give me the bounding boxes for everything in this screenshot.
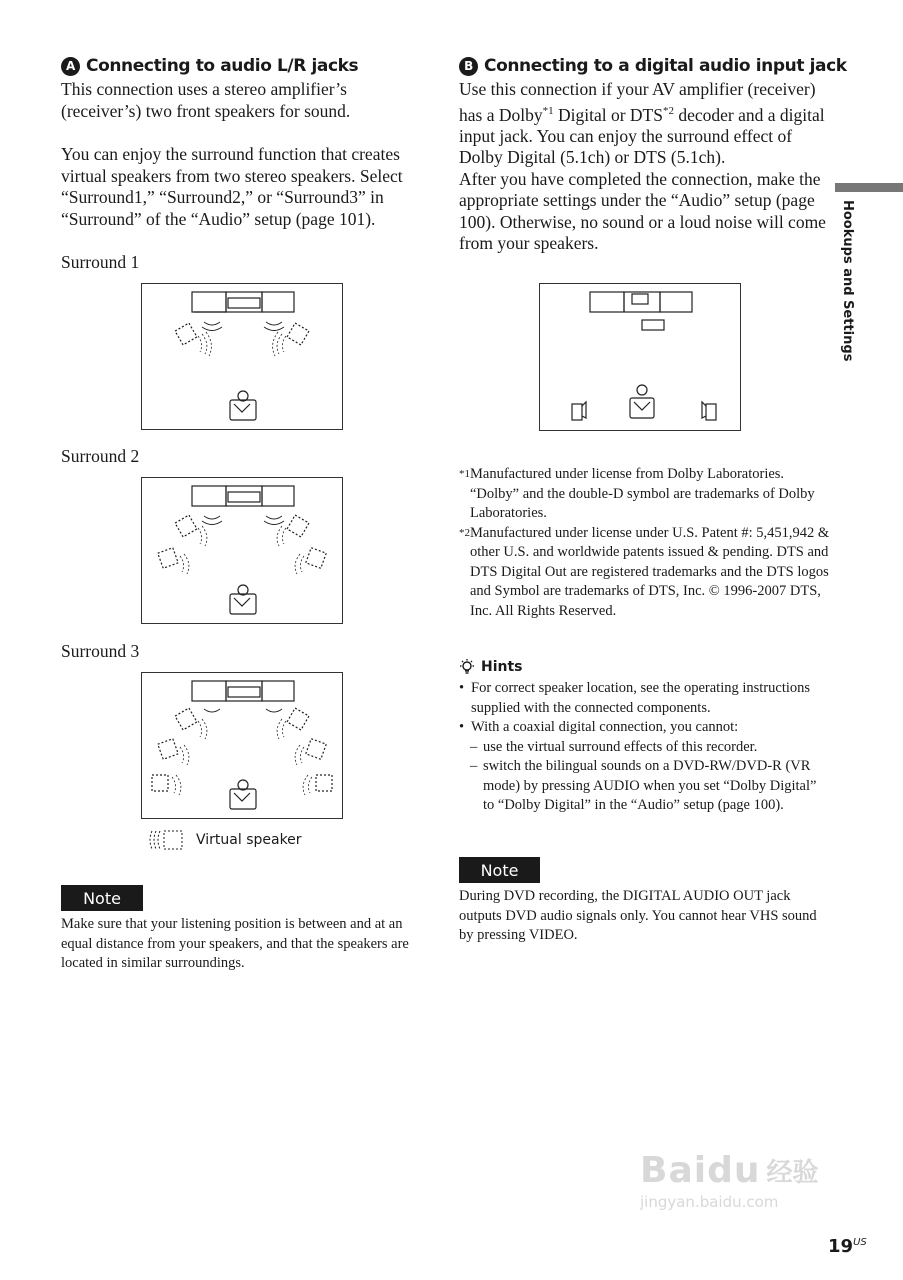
dash-1: – [470, 738, 478, 755]
right-para1 [459, 79, 831, 255]
right-para1-text [459, 79, 831, 169]
virtual-speaker-icon [148, 829, 184, 851]
right-para1-b: Digital or DTS [553, 104, 663, 125]
watermark [640, 1150, 860, 1211]
footnote-ref-1: *1 [542, 104, 554, 117]
left-note-box: Note [61, 885, 143, 911]
hint-item [459, 679, 831, 718]
virtual-speaker-legend [148, 829, 302, 851]
surround3-illustration [142, 673, 342, 818]
surround3-diagram [141, 672, 343, 819]
footnote-1-text: Manufactured under license from Dolby Laboratories. “Dolby” and the double-D symbol are trademarks of Dolby Laboratories. [470, 466, 815, 521]
page-number-value: 19 [828, 1236, 854, 1257]
hint-2-text: With a coaxial digital connection, you cannot: [471, 719, 739, 735]
surround1-label: Surround 1 [61, 252, 140, 272]
right-heading-text: Connecting to a digital audio input jack [484, 56, 847, 76]
right-note-text: During DVD recording, the DIGITAL AUDIO OUT jack outputs DVD audio signals only. You cannot hear VHS sound by pressing VIDEO. [459, 888, 817, 943]
section-tab-label: Hookups and Settings [840, 200, 855, 362]
hints-header [459, 659, 523, 675]
left-heading [61, 56, 358, 76]
surround2-diagram [141, 477, 343, 624]
page-number [828, 1236, 867, 1257]
badge-a-icon: A [61, 57, 80, 76]
digital-diagram [539, 283, 741, 431]
bullet-1: • [459, 680, 465, 696]
hints-list [459, 679, 831, 816]
left-para2-text: You can enjoy the surround function that creates virtual speakers from two stereo speakers. Select “Surround1,” “Surround2,” or “Surround3” in “Surround” of the “Audio” setup (page 101). [61, 144, 403, 229]
hint-subitem [459, 738, 831, 758]
footnote-ref-2: *2 [662, 104, 674, 117]
right-para1-a: Use this connection if your AV amplifier (receiver) has a Dolby [459, 79, 816, 125]
left-para1-text: This connection uses a stereo amplifier’s (receiver’s) two front speakers for sound. [61, 79, 351, 121]
hints-title: Hints [481, 659, 523, 675]
page-number-suffix: US [853, 1237, 867, 1248]
bullet-2: • [459, 719, 465, 735]
left-para2 [61, 144, 429, 230]
right-heading [459, 56, 847, 76]
left-heading-text: Connecting to audio L/R jacks [86, 56, 359, 76]
hint-2a-text: use the virtual surround effects of this recorder. [483, 738, 758, 755]
right-note-box: Note [459, 857, 540, 883]
hint-1-text: For correct speaker location, see the operating instructions supplied with the connected components. [471, 680, 811, 716]
surround2-label: Surround 2 [61, 446, 140, 466]
footnote-1-mark: *1 [459, 468, 470, 480]
watermark-url: jingyan.baidu.com [640, 1193, 779, 1211]
hint-item [459, 718, 831, 738]
surround1-illustration [142, 284, 342, 429]
right-para2-text: After you have completed the connection, make the appropriate settings under the “Audio” setup (page 100). Otherwise, no sound or a loud noise will come from your speakers. [459, 168, 826, 254]
lightbulb-icon [459, 659, 475, 675]
digital-illustration [540, 284, 740, 430]
footnote-2-mark: *2 [459, 526, 470, 539]
dash-2: – [470, 758, 478, 774]
section-tab-bar [835, 183, 903, 192]
right-para1-c: decoder and a digital input jack. You can enjoy the surround effect of Dolby Digital (5.1ch) or DTS (5.1ch). [459, 104, 825, 168]
surround3-label: Surround 3 [61, 641, 140, 661]
footnote-1 [459, 465, 831, 524]
hint-subitem [459, 757, 831, 816]
badge-b-icon: B [459, 57, 478, 76]
watermark-cn: 经验 [766, 1158, 819, 1188]
surround2-illustration [142, 478, 342, 623]
watermark-brand: Baidu [640, 1150, 761, 1191]
left-note-text: Make sure that your listening position is between and at an equal distance from your speakers, and that the speakers are located in similar surroundings. [61, 916, 409, 971]
footnote-2 [459, 524, 831, 622]
surround1-diagram [141, 283, 343, 430]
footnotes [459, 465, 831, 621]
hint-2b-text: switch the bilingual sounds on a DVD-RW/DVD-R (VR mode) by pressing AUDIO when you set “Dolby Digital” to “Dolby Digital” in the “Audio” setup (page 100). [483, 758, 817, 813]
virtual-speaker-label: Virtual speaker [196, 832, 302, 848]
left-para1 [61, 79, 429, 122]
footnote-2-text: Manufactured under license under U.S. Patent #: 5,451,942 & other U.S. and worldwide patents issued & pending. DTS and DTS Digital Out are registered trademarks and the DTS logos and Symbol are trademarks of DTS, Inc. © 1996-2007 DTS, Inc. All Rights Reserved. [470, 524, 830, 619]
